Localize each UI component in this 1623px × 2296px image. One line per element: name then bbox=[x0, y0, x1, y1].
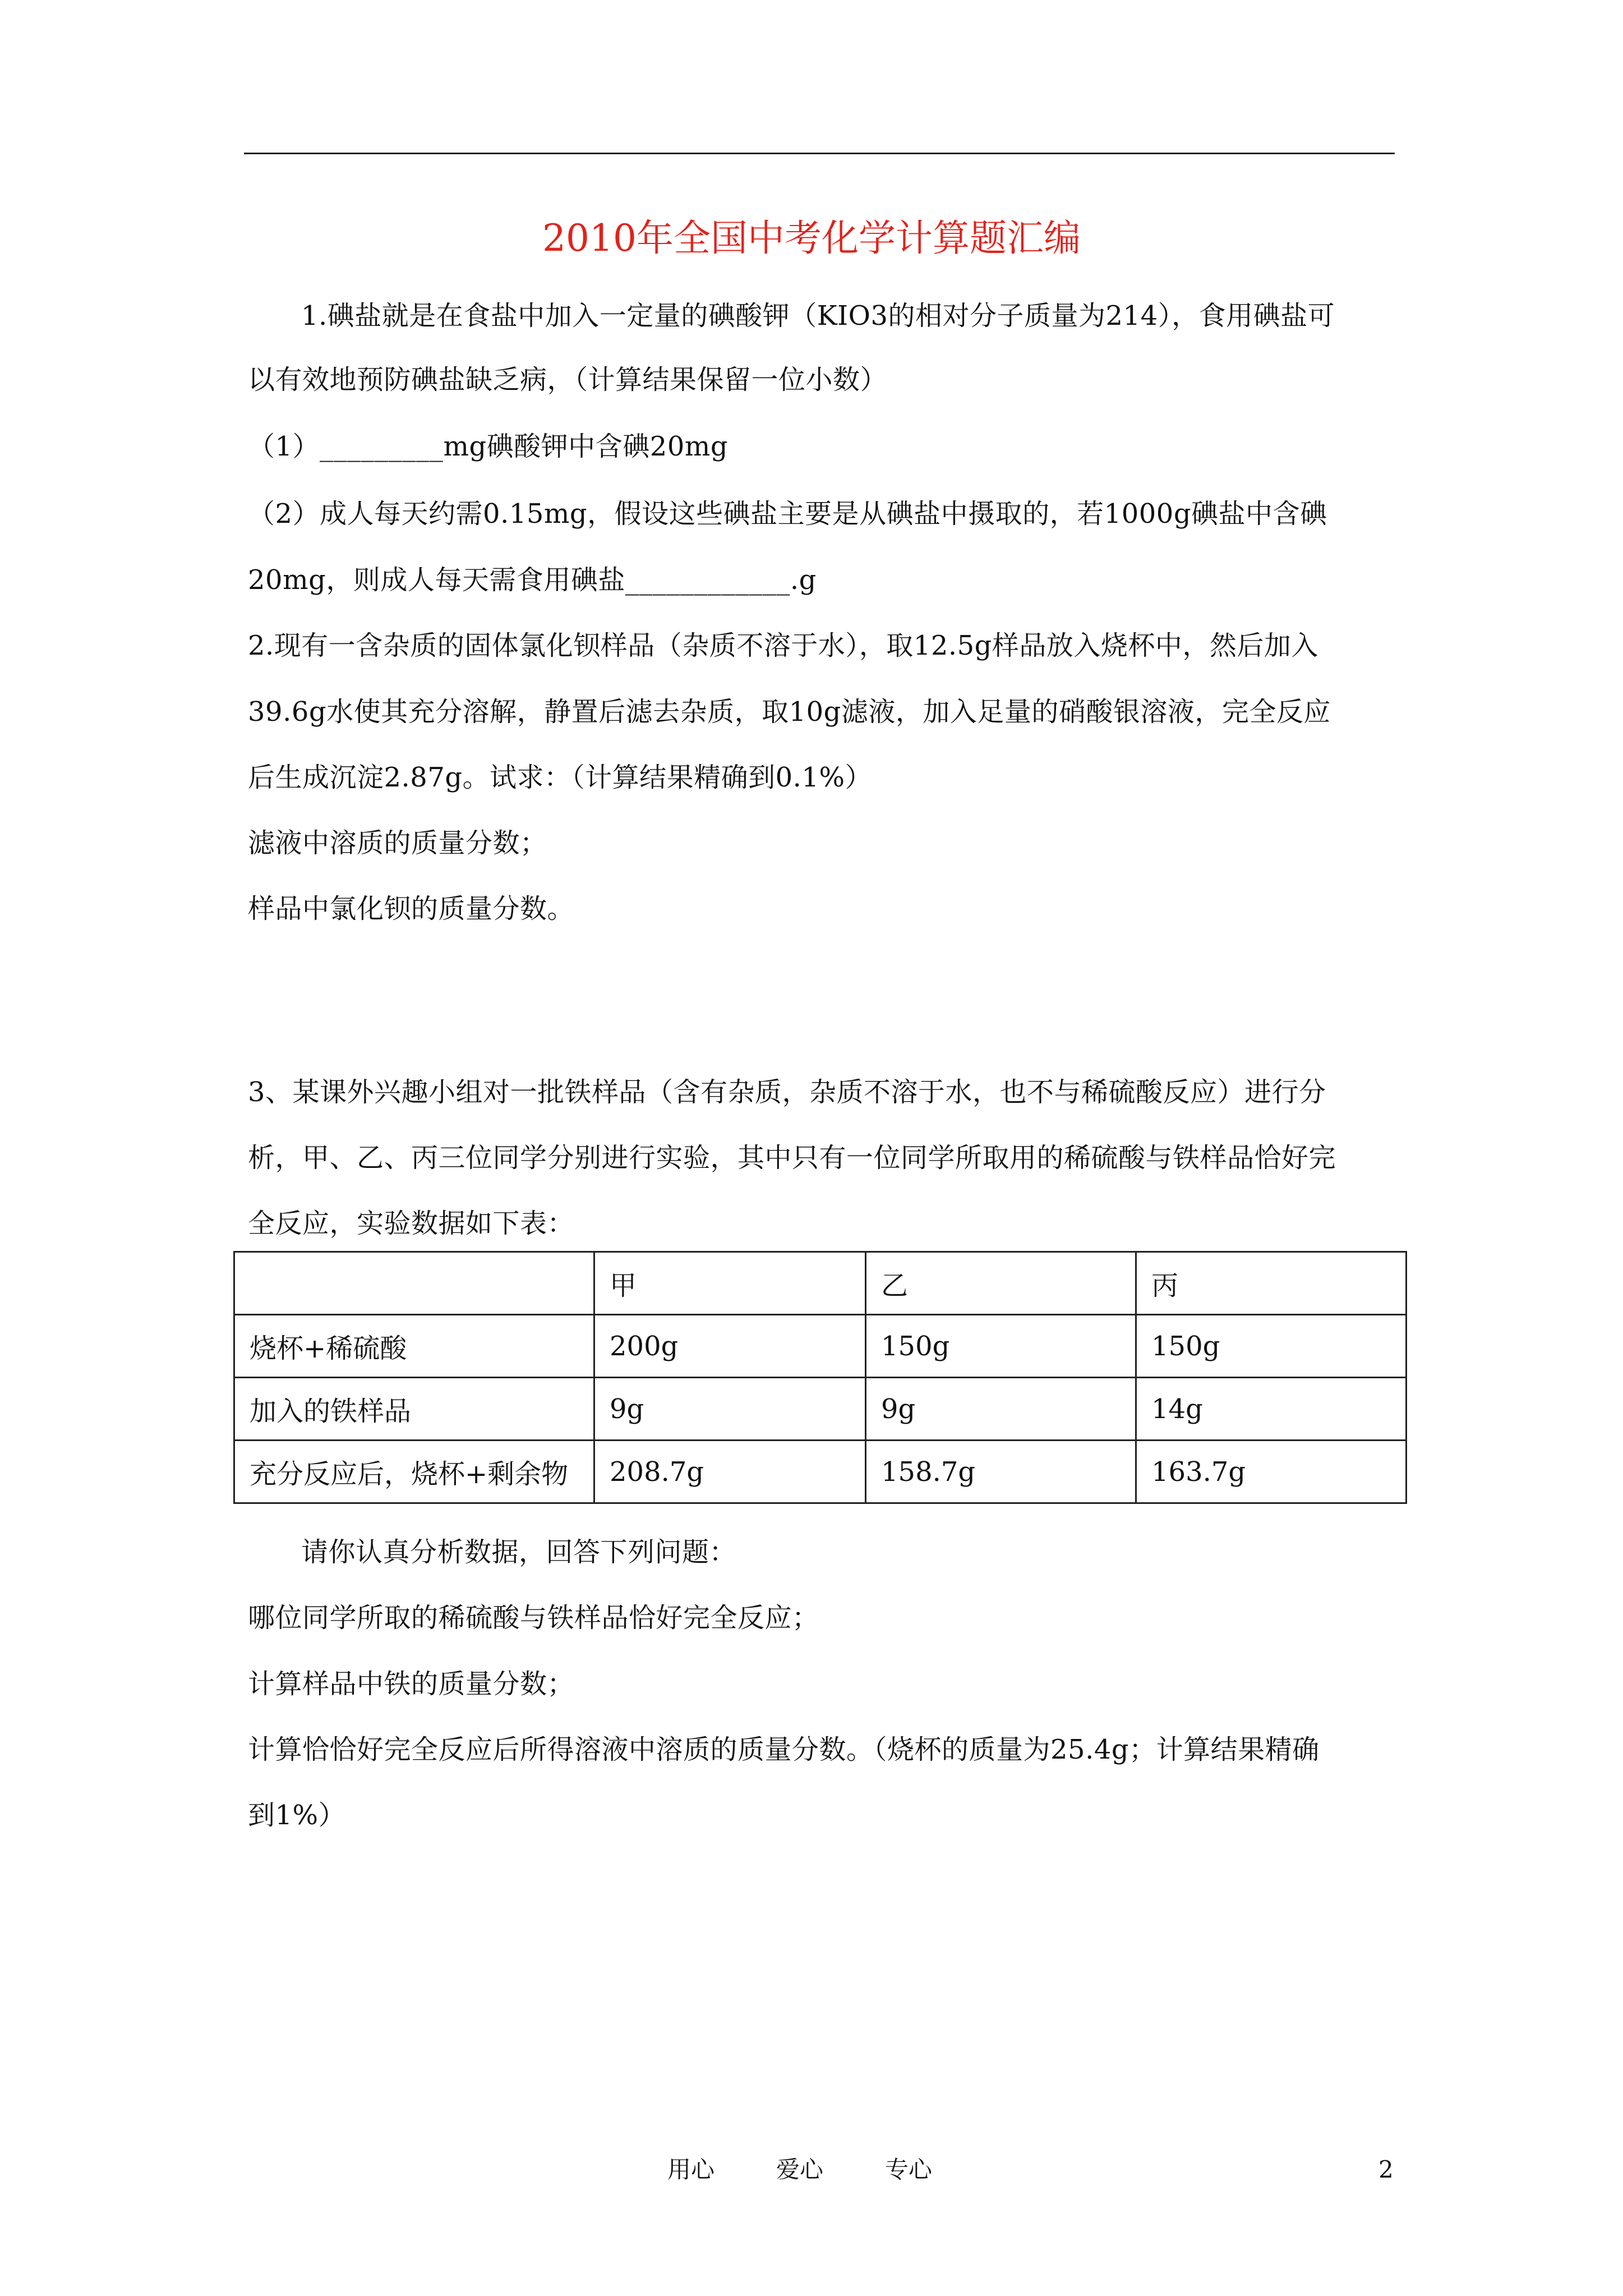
q2-line-2: 39.6g水使其充分溶解，静置后滤去杂质，取10g滤液，加入足量的硝酸银溶液，完全反应 bbox=[248, 696, 1331, 728]
q3-prompt: 请你认真分析数据，回答下列问题： bbox=[301, 1536, 737, 1568]
table-row-label: 加入的铁样品 bbox=[234, 1378, 594, 1441]
table-header-cell bbox=[234, 1252, 594, 1315]
table-row bbox=[234, 1378, 1407, 1441]
q2-ask-2: 样品中氯化钡的质量分数。 bbox=[248, 893, 575, 924]
q3-ask-1: 哪位同学所取的稀硫酸与铁样品恰好完全反应； bbox=[248, 1602, 819, 1634]
experiment-data-table bbox=[233, 1251, 1407, 1504]
table-header-cell: 甲 bbox=[594, 1252, 866, 1315]
q3-line-1: 3、某课外兴趣小组对一批铁样品（含有杂质，杂质不溶于水，也不与稀硫酸反应）进行分 bbox=[248, 1076, 1326, 1108]
table-row bbox=[234, 1441, 1407, 1503]
page-number: 2 bbox=[1378, 2156, 1394, 2183]
q3-ask-3-line-1: 计算恰恰好完全反应后所得溶液中溶质的质量分数。（烧杯的质量为25.4g；计算结果精确 bbox=[248, 1734, 1320, 1765]
footer-motto-word: 专心 bbox=[885, 2156, 933, 2183]
table-cell: 158.7g bbox=[866, 1441, 1136, 1503]
q3-ask-3-line-2: 到1%） bbox=[248, 1800, 346, 1831]
footer-motto-word: 用心 bbox=[667, 2156, 715, 2183]
table-cell: 163.7g bbox=[1136, 1441, 1407, 1503]
table-row-label: 烧杯+稀硫酸 bbox=[234, 1315, 594, 1378]
table-cell: 14g bbox=[1136, 1378, 1407, 1441]
q3-line-3: 全反应，实验数据如下表： bbox=[248, 1208, 575, 1239]
q2-line-1: 2.现有一含杂质的固体氯化钡样品（杂质不溶于水），取12.5g样品放入烧杯中，然后加入 bbox=[248, 630, 1318, 661]
table-row bbox=[234, 1315, 1407, 1378]
q2-ask-1: 滤液中溶质的质量分数； bbox=[248, 827, 547, 859]
table-header-row bbox=[234, 1252, 1407, 1315]
table-cell: 9g bbox=[866, 1378, 1136, 1441]
document-title: 2010年全国中考化学计算题汇编 bbox=[542, 217, 1081, 260]
q1-sub-2-line-2: 20mg，则成人每天需食用碘盐____________.g bbox=[248, 564, 817, 596]
q1-sub-2-line-1: （2）成人每天约需0.15mg，假设这些碘盐主要是从碘盐中摄取的，若1000g碘盐中含碘 bbox=[248, 498, 1327, 530]
q1-line-1: 1.碘盐就是在食盐中加入一定量的碘酸钾（KIO3的相对分子质量为214），食用碘盐可 bbox=[301, 300, 1335, 332]
table-row-label: 充分反应后，烧杯+剩余物 bbox=[234, 1441, 594, 1503]
footer-motto-word: 爱心 bbox=[776, 2156, 824, 2183]
footer-motto bbox=[667, 2154, 932, 2185]
q1-sub-1: （1）_________mg碘酸钾中含碘20mg bbox=[248, 431, 728, 462]
table-header-cell: 丙 bbox=[1136, 1252, 1407, 1315]
q3-line-2: 析，甲、乙、丙三位同学分别进行实验，其中只有一位同学所取用的稀硫酸与铁样品恰好完 bbox=[248, 1142, 1336, 1174]
table-cell: 150g bbox=[1136, 1315, 1407, 1378]
table-cell: 208.7g bbox=[594, 1441, 866, 1503]
q3-ask-2: 计算样品中铁的质量分数； bbox=[248, 1668, 575, 1700]
q1-line-2: 以有效地预防碘盐缺乏病，（计算结果保留一位小数） bbox=[248, 364, 888, 395]
header-rule bbox=[244, 153, 1395, 154]
table-cell: 200g bbox=[594, 1315, 866, 1378]
table-cell: 150g bbox=[866, 1315, 1136, 1378]
table-cell: 9g bbox=[594, 1378, 866, 1441]
q2-line-3: 后生成沉淀2.87g。试求：（计算结果精确到0.1%） bbox=[248, 762, 873, 793]
table-header-cell: 乙 bbox=[866, 1252, 1136, 1315]
